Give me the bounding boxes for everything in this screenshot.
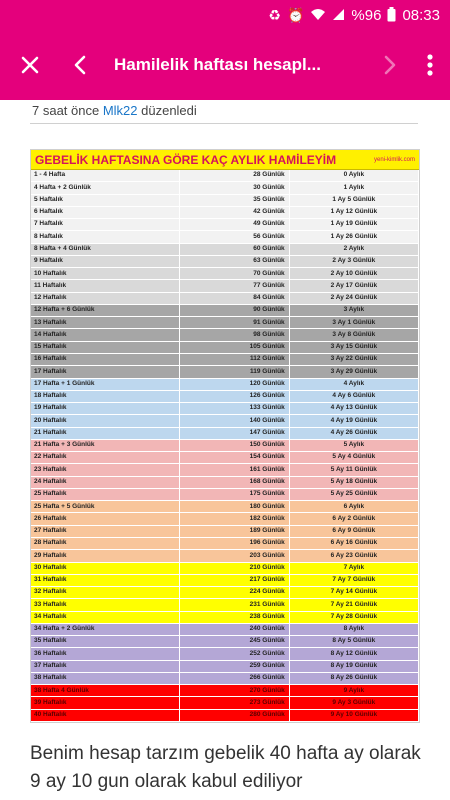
days-cell: 35 Günlük xyxy=(180,195,289,207)
week-cell: 37 Haftalık xyxy=(31,661,180,673)
days-cell: 245 Günlük xyxy=(180,636,289,648)
table-row xyxy=(31,673,419,685)
table-row xyxy=(31,342,419,354)
week-cell: 35 Haftalık xyxy=(31,636,180,648)
table-row xyxy=(31,391,419,403)
close-icon xyxy=(20,55,40,75)
month-cell: 4 Ay 19 Günlük xyxy=(290,415,419,427)
week-cell: 12 Hafta + 6 Günlük xyxy=(31,305,180,317)
week-cell: 24 Haftalık xyxy=(31,477,180,489)
month-cell: 7 Ay 14 Günlük xyxy=(290,587,419,599)
days-cell: 42 Günlük xyxy=(180,207,289,219)
wifi-icon xyxy=(310,8,326,23)
month-cell: 1 Ay 26 Günlük xyxy=(290,231,419,243)
week-cell: 25 Haftalık xyxy=(31,489,180,501)
days-cell: 126 Günlük xyxy=(180,391,289,403)
week-cell: 32 Haftalık xyxy=(31,587,180,599)
comment-text: Benim hesap tarzım gebelik 40 hafta ay olarak 9 ay 10 gun olarak kabul ediliyor xyxy=(30,743,421,792)
week-cell: 9 Haftalık xyxy=(31,256,180,268)
table-row xyxy=(31,293,419,305)
table-row xyxy=(31,182,419,194)
edit-meta xyxy=(32,103,197,118)
days-cell: 266 Günlük xyxy=(180,673,289,685)
days-cell: 196 Günlük xyxy=(180,538,289,550)
table-row xyxy=(31,599,419,611)
page-title: Hamilelik haftası hesapl... xyxy=(114,55,321,74)
table-row xyxy=(31,526,419,538)
days-cell: 90 Günlük xyxy=(180,305,289,317)
month-cell: 5 Aylık xyxy=(290,440,419,452)
days-cell: 112 Günlük xyxy=(180,354,289,366)
week-cell: 36 Haftalık xyxy=(31,648,180,660)
table-row xyxy=(31,710,419,722)
month-cell: 1 Ay 12 Günlük xyxy=(290,207,419,219)
week-cell: 29 Haftalık xyxy=(31,550,180,562)
table-row xyxy=(31,366,419,378)
week-cell: 34 Haftalık xyxy=(31,612,180,624)
table-row xyxy=(31,354,419,366)
week-cell: 13 Haftalık xyxy=(31,317,180,329)
days-cell: 180 Günlük xyxy=(180,501,289,513)
author-link[interactable]: Mlk22 xyxy=(102,103,138,118)
table-row xyxy=(31,661,419,673)
days-cell: 49 Günlük xyxy=(180,219,289,231)
days-cell: 105 Günlük xyxy=(180,342,289,354)
edit-action: düzenledi xyxy=(137,103,197,118)
days-cell: 175 Günlük xyxy=(180,489,289,501)
days-cell: 30 Günlük xyxy=(180,182,289,194)
days-cell: 91 Günlük xyxy=(180,317,289,329)
month-cell: 5 Ay 11 Günlük xyxy=(290,464,419,476)
table-row xyxy=(31,587,419,599)
week-cell: 30 Haftalık xyxy=(31,563,180,575)
week-cell: 5 Haftalık xyxy=(31,195,180,207)
month-cell: 0 Aylık xyxy=(290,170,419,182)
week-cell: 34 Hafta + 2 Günlük xyxy=(31,624,180,636)
week-cell: 38 Haftalık xyxy=(31,673,180,685)
week-cell: 26 Haftalık xyxy=(31,513,180,525)
month-cell: 9 Ay 10 Günlük xyxy=(290,710,419,722)
days-cell: 154 Günlük xyxy=(180,452,289,464)
week-cell: 27 Haftalık xyxy=(31,526,180,538)
table-title: GEBELİK HAFTASINA GÖRE KAÇ AYLIK HAMİLEYİM xyxy=(35,152,337,167)
forward-button[interactable] xyxy=(370,30,410,100)
week-cell: 6 Haftalık xyxy=(31,207,180,219)
week-cell: 38 Hafta 4 Günlük xyxy=(31,685,180,697)
month-cell: 7 Ay 21 Günlük xyxy=(290,599,419,611)
month-cell: 3 Aylık xyxy=(290,305,419,317)
week-cell: 21 Hafta + 3 Günlük xyxy=(31,440,180,452)
table-row xyxy=(31,489,419,501)
month-cell: 8 Ay 19 Günlük xyxy=(290,661,419,673)
table-row xyxy=(31,563,419,575)
table-row xyxy=(31,244,419,256)
table-row xyxy=(31,477,419,489)
table-row xyxy=(31,428,419,440)
table-row xyxy=(31,415,419,427)
month-cell: 1 Ay 5 Günlük xyxy=(290,195,419,207)
table-row xyxy=(31,231,419,243)
month-cell: 7 Ay 28 Günlük xyxy=(290,612,419,624)
week-cell: 23 Haftalık xyxy=(31,464,180,476)
month-cell: 6 Ay 16 Günlük xyxy=(290,538,419,550)
month-cell: 9 Ay 3 Günlük xyxy=(290,697,419,709)
recycle-icon: ♻ xyxy=(268,7,281,23)
back-button[interactable] xyxy=(60,30,100,100)
table-row xyxy=(31,464,419,476)
week-cell: 7 Haftalık xyxy=(31,219,180,231)
days-cell: 182 Günlük xyxy=(180,513,289,525)
month-cell: 5 Ay 4 Günlük xyxy=(290,452,419,464)
table-row xyxy=(31,329,419,341)
days-cell: 217 Günlük xyxy=(180,575,289,587)
days-cell: 60 Günlük xyxy=(180,244,289,256)
battery-level: %96 xyxy=(351,6,382,24)
table-row xyxy=(31,538,419,550)
days-cell: 77 Günlük xyxy=(180,280,289,292)
days-cell: 168 Günlük xyxy=(180,477,289,489)
week-cell: 4 Hafta + 2 Günlük xyxy=(31,182,180,194)
table-header xyxy=(31,150,419,170)
month-cell: 6 Ay 23 Günlük xyxy=(290,550,419,562)
month-cell: 8 Ay 12 Günlük xyxy=(290,648,419,660)
week-cell: 8 Haftalık xyxy=(31,231,180,243)
week-cell: 11 Haftalık xyxy=(31,280,180,292)
days-cell: 270 Günlük xyxy=(180,685,289,697)
divider xyxy=(30,123,418,124)
days-cell: 210 Günlük xyxy=(180,563,289,575)
days-cell: 119 Günlük xyxy=(180,366,289,378)
week-cell: 10 Haftalık xyxy=(31,268,180,280)
chevron-left-icon xyxy=(73,55,87,75)
days-cell: 150 Günlük xyxy=(180,440,289,452)
month-cell: 7 Aylık xyxy=(290,563,419,575)
month-cell: 3 Ay 1 Günlük xyxy=(290,317,419,329)
week-cell: 15 Haftalık xyxy=(31,342,180,354)
days-cell: 120 Günlük xyxy=(180,379,289,391)
week-cell: 16 Haftalık xyxy=(31,354,180,366)
days-cell: 28 Günlük xyxy=(180,170,289,182)
days-cell: 133 Günlük xyxy=(180,403,289,415)
table-row xyxy=(31,513,419,525)
table-row xyxy=(31,379,419,391)
week-cell: 17 Hafta + 1 Günlük xyxy=(31,379,180,391)
days-cell: 140 Günlük xyxy=(180,415,289,427)
battery-icon xyxy=(387,7,396,24)
table-row xyxy=(31,195,419,207)
month-cell: 1 Aylık xyxy=(290,182,419,194)
week-cell: 31 Haftalık xyxy=(31,575,180,587)
month-cell: 4 Ay 6 Günlük xyxy=(290,391,419,403)
signal-icon xyxy=(332,8,345,23)
month-cell: 6 Ay 2 Günlük xyxy=(290,513,419,525)
table-row xyxy=(31,256,419,268)
table-row xyxy=(31,305,419,317)
table-row xyxy=(31,219,419,231)
week-cell: 33 Haftalık xyxy=(31,599,180,611)
days-cell: 280 Günlük xyxy=(180,710,289,722)
more-options-button[interactable] xyxy=(410,30,450,100)
month-cell: 7 Ay 7 Günlük xyxy=(290,575,419,587)
month-cell: 8 Ay 26 Günlük xyxy=(290,673,419,685)
month-cell: 8 Aylık xyxy=(290,624,419,636)
status-bar xyxy=(0,0,450,30)
table-row xyxy=(31,575,419,587)
week-cell: 39 Haftalık xyxy=(31,697,180,709)
month-cell: 4 Ay 26 Günlük xyxy=(290,428,419,440)
week-cell: 14 Haftalık xyxy=(31,329,180,341)
days-cell: 98 Günlük xyxy=(180,329,289,341)
week-cell: 17 Haftalık xyxy=(31,366,180,378)
days-cell: 56 Günlük xyxy=(180,231,289,243)
month-cell: 6 Aylık xyxy=(290,501,419,513)
table-row xyxy=(31,697,419,709)
table-row xyxy=(31,636,419,648)
month-cell: 9 Aylık xyxy=(290,685,419,697)
week-cell: 8 Hafta + 4 Günlük xyxy=(31,244,180,256)
clock: 08:33 xyxy=(402,6,440,24)
table-row xyxy=(31,440,419,452)
month-cell: 1 Ay 19 Günlük xyxy=(290,219,419,231)
alarm-icon: ⏰ xyxy=(286,7,305,23)
table-row xyxy=(31,648,419,660)
month-cell: 5 Ay 18 Günlük xyxy=(290,477,419,489)
month-cell: 2 Ay 10 Günlük xyxy=(290,268,419,280)
month-cell: 3 Ay 15 Günlük xyxy=(290,342,419,354)
week-cell: 25 Hafta + 5 Günlük xyxy=(31,501,180,513)
week-cell: 21 Haftalık xyxy=(31,428,180,440)
days-cell: 189 Günlük xyxy=(180,526,289,538)
month-cell: 3 Ay 8 Günlük xyxy=(290,329,419,341)
edit-time: 7 saat önce xyxy=(32,103,103,118)
week-cell: 18 Haftalık xyxy=(31,391,180,403)
table-row xyxy=(31,317,419,329)
table-row xyxy=(31,501,419,513)
month-cell: 3 Ay 22 Günlük xyxy=(290,354,419,366)
days-cell: 224 Günlük xyxy=(180,587,289,599)
month-cell: 4 Ay 13 Günlük xyxy=(290,403,419,415)
month-cell: 5 Ay 25 Günlük xyxy=(290,489,419,501)
pregnancy-table-image xyxy=(30,149,420,723)
table-rows xyxy=(31,170,419,722)
chevron-right-icon xyxy=(383,55,397,75)
month-cell: 2 Ay 24 Günlük xyxy=(290,293,419,305)
month-cell: 2 Ay 17 Günlük xyxy=(290,280,419,292)
month-cell: 2 Aylık xyxy=(290,244,419,256)
table-row xyxy=(31,207,419,219)
days-cell: 273 Günlük xyxy=(180,697,289,709)
week-cell: 22 Haftalık xyxy=(31,452,180,464)
days-cell: 147 Günlük xyxy=(180,428,289,440)
app-bar xyxy=(0,30,450,100)
table-row xyxy=(31,612,419,624)
days-cell: 63 Günlük xyxy=(180,256,289,268)
month-cell: 2 Ay 3 Günlük xyxy=(290,256,419,268)
table-row xyxy=(31,452,419,464)
month-cell: 6 Ay 9 Günlük xyxy=(290,526,419,538)
week-cell: 28 Haftalık xyxy=(31,538,180,550)
table-row xyxy=(31,280,419,292)
days-cell: 259 Günlük xyxy=(180,661,289,673)
days-cell: 231 Günlük xyxy=(180,599,289,611)
table-row xyxy=(31,403,419,415)
more-vert-icon xyxy=(427,54,433,76)
table-row xyxy=(31,550,419,562)
month-cell: 3 Ay 29 Günlük xyxy=(290,366,419,378)
month-cell: 4 Aylık xyxy=(290,379,419,391)
table-row xyxy=(31,624,419,636)
week-cell: 40 Haftalık xyxy=(31,710,180,722)
table-row xyxy=(31,685,419,697)
week-cell: 19 Haftalık xyxy=(31,403,180,415)
days-cell: 252 Günlük xyxy=(180,648,289,660)
table-row xyxy=(31,170,419,182)
days-cell: 203 Günlük xyxy=(180,550,289,562)
days-cell: 240 Günlük xyxy=(180,624,289,636)
days-cell: 161 Günlük xyxy=(180,464,289,476)
week-cell: 20 Haftalık xyxy=(31,415,180,427)
days-cell: 84 Günlük xyxy=(180,293,289,305)
week-cell: 12 Haftalık xyxy=(31,293,180,305)
table-source: yeni-kimlik.com xyxy=(373,156,415,163)
days-cell: 238 Günlük xyxy=(180,612,289,624)
close-button[interactable] xyxy=(0,30,60,100)
week-cell: 1 - 4 Hafta xyxy=(31,170,180,182)
table-row xyxy=(31,268,419,280)
month-cell: 8 Ay 5 Günlük xyxy=(290,636,419,648)
days-cell: 70 Günlük xyxy=(180,268,289,280)
